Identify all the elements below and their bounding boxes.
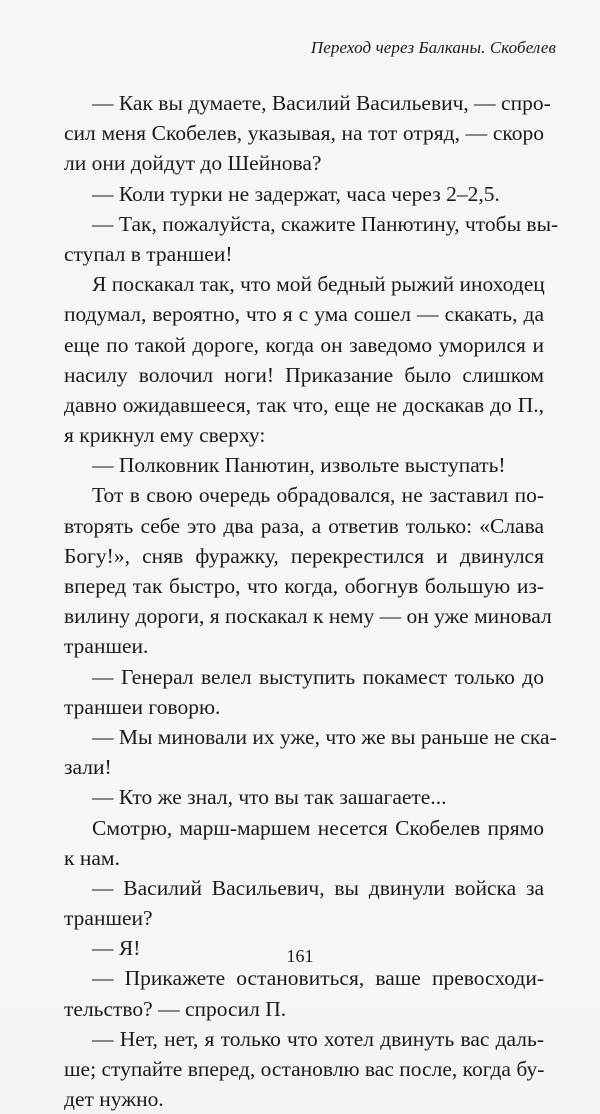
text-line: насилу волочил ноги! Приказание было слишком — [64, 362, 544, 387]
text-line: — Генерал велел выступить покамест только до — [92, 664, 544, 689]
text-line: вилину дороги, я поскакал к нему — он уже миновал — [64, 604, 552, 629]
text-line: подумал, вероятно, что я с ума сошел — скакать, да — [64, 302, 544, 327]
text-line: — Нет, нет, я только что хотел двинуть вас даль- — [92, 1026, 544, 1051]
text-line: зали! — [64, 755, 112, 780]
text-line: я крикнул ему сверху: — [64, 423, 266, 448]
text-line: ли они дойдут до Шейнова? — [64, 151, 322, 176]
page-number: 161 — [286, 946, 314, 966]
text-line: Я поскакал так, что мой бедный рыжий иноходец — [92, 272, 545, 297]
text-line: — Полковник Панютин, извольте выступать! — [92, 453, 506, 478]
text-line: — Коли турки не задержат, часа через 2–2,5. — [92, 181, 500, 206]
text-line: вторять себе это два раза, а ответив только: «Слава — [64, 513, 544, 538]
text-line: Богу!», сняв фуражку, перекрестился и двинулся — [64, 543, 544, 568]
text-line: к нам. — [64, 845, 120, 870]
text-line: Тот в свою очередь обрадовался, не заставил по- — [92, 483, 544, 508]
text-line: ше; ступайте вперед, остановлю вас после, когда бу- — [64, 1057, 545, 1081]
text-line: вперед так быстро, что когда, обогнув большую из- — [64, 574, 544, 598]
text-line: траншеи говорю. — [64, 694, 221, 719]
text-line: сил меня Скобелев, указывая, на тот отряд, — скоро — [64, 121, 544, 146]
text-line: давно ожидавшееся, так что, еще не доскакав до П., — [64, 392, 544, 417]
text-line: — Кто же знал, что вы так зашагаете... — [92, 785, 447, 810]
text-line: — Так, пожалуйста, скажите Панютину, чтобы вы- — [92, 211, 559, 236]
text-line: — Я! — [92, 936, 141, 961]
text-line: дет нужно. — [64, 1087, 164, 1112]
text-line: — Прикажете остановиться, ваше превосходи- — [92, 966, 544, 991]
text-line: — Василий Васильевич, вы двинули войска за — [92, 875, 544, 900]
text-line: траншеи. — [64, 634, 149, 659]
text-line: траншеи? — [64, 906, 153, 931]
text-line: ступал в траншеи! — [64, 241, 233, 266]
text-line: — Как вы думаете, Василий Васильевич, — спро- — [92, 91, 551, 115]
running-head-title: Переход через Балканы. Скобелев — [310, 38, 556, 57]
text-line: еще по такой дороге, когда он заведомо уморился и — [64, 332, 544, 357]
text-line: — Мы миновали их уже, что же вы раньше не ска- — [92, 724, 557, 749]
text-line: Смотрю, марш-маршем несется Скобелев прямо — [92, 815, 544, 840]
text-line: тельство? — спросил П. — [64, 996, 287, 1021]
